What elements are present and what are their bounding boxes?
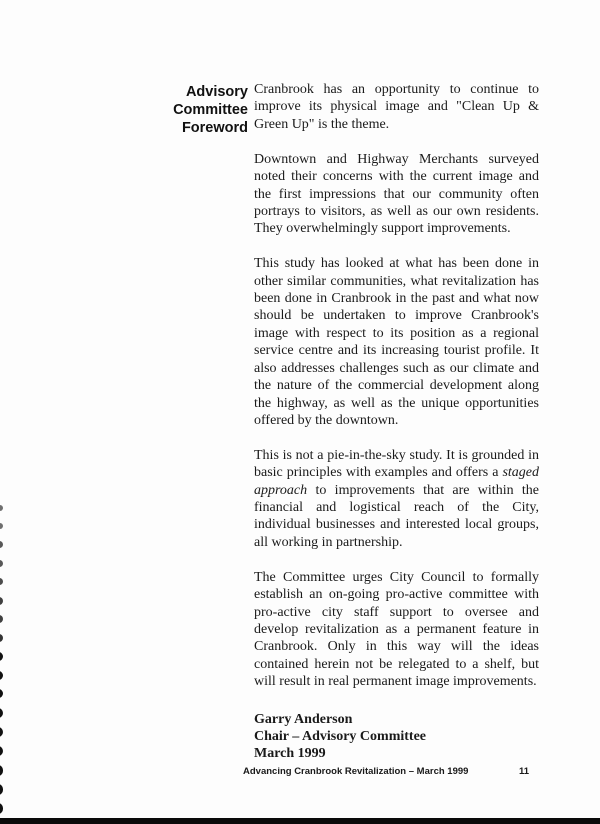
binding-hole [0,784,3,795]
binding-hole [0,727,3,737]
emphasis-text: staged approach [254,465,539,498]
binding-hole [0,746,3,756]
binding-hole [0,615,3,623]
paragraph [254,447,539,551]
binding-hole [0,689,3,698]
section-heading-line: Advisory [185,84,248,100]
paragraph: Downtown and Highway Merchants surveyed noted their concerns with the current image and the first impressions that our community often portrays to visitors, as well as our own residents. They overwhelmingly support improvements. [254,151,539,237]
footer-title: Advancing Cranbrook Revitalization – March 1999 [243,766,469,777]
page-number: 11 [519,766,530,777]
binding-hole [0,560,3,567]
binding-hole [0,597,3,605]
signature-date: March 1999 [254,746,326,762]
paragraph-text: This is not a pie-in-the-sky study. It is grounded in basic principles with examples and offers a [254,447,539,481]
binding-hole [0,523,3,529]
binding-hole [0,505,3,511]
binding-hole [0,708,3,718]
binding-hole [0,765,3,776]
paragraph-text: to improvements that are within the financial and logistical reach of the City, individual businesses and interested local groups, all working in partnership. [254,482,539,550]
scan-edge-bar [0,818,600,824]
binding-hole [0,652,3,661]
binding-hole [0,671,3,680]
signature-block [254,711,539,763]
binding-hole [0,578,3,585]
binding-hole [0,541,3,548]
binding-hole [0,803,3,814]
binding-hole [0,634,3,642]
foreword-body [254,81,539,763]
signature-title: Chair – Advisory Committee [254,729,426,744]
signature-name: Garry Anderson [254,711,353,727]
section-heading-line: Committee [173,102,248,118]
section-heading [120,83,248,137]
paragraph: Cranbrook has an opportunity to continue to improve its physical image and "Clean Up & Green Up" is the theme. [254,82,539,132]
paragraph: The Committee urges City Council to formally establish an on-going pro-active committee with pro-active city staff support to oversee and develop revitalization as a permanent feature in Cranbrook. Only in this way will the ideas contained herein not be relegated to a shelf, but will result in real permanent image improvements. [254,569,539,690]
paragraph: This study has looked at what has been done in other similar communities, what revitalization has been done in Cranbrook in the past and what now should be undertaken to improve Cranbrook's image with respect to its position as a regional service centre and its increasing tourist profile. It also addresses challenges such as our climate and the nature of the commercial development along the highway, as well as the unique opportunities offered by the downtown. [254,256,539,428]
section-heading-line: Foreword [181,120,248,136]
